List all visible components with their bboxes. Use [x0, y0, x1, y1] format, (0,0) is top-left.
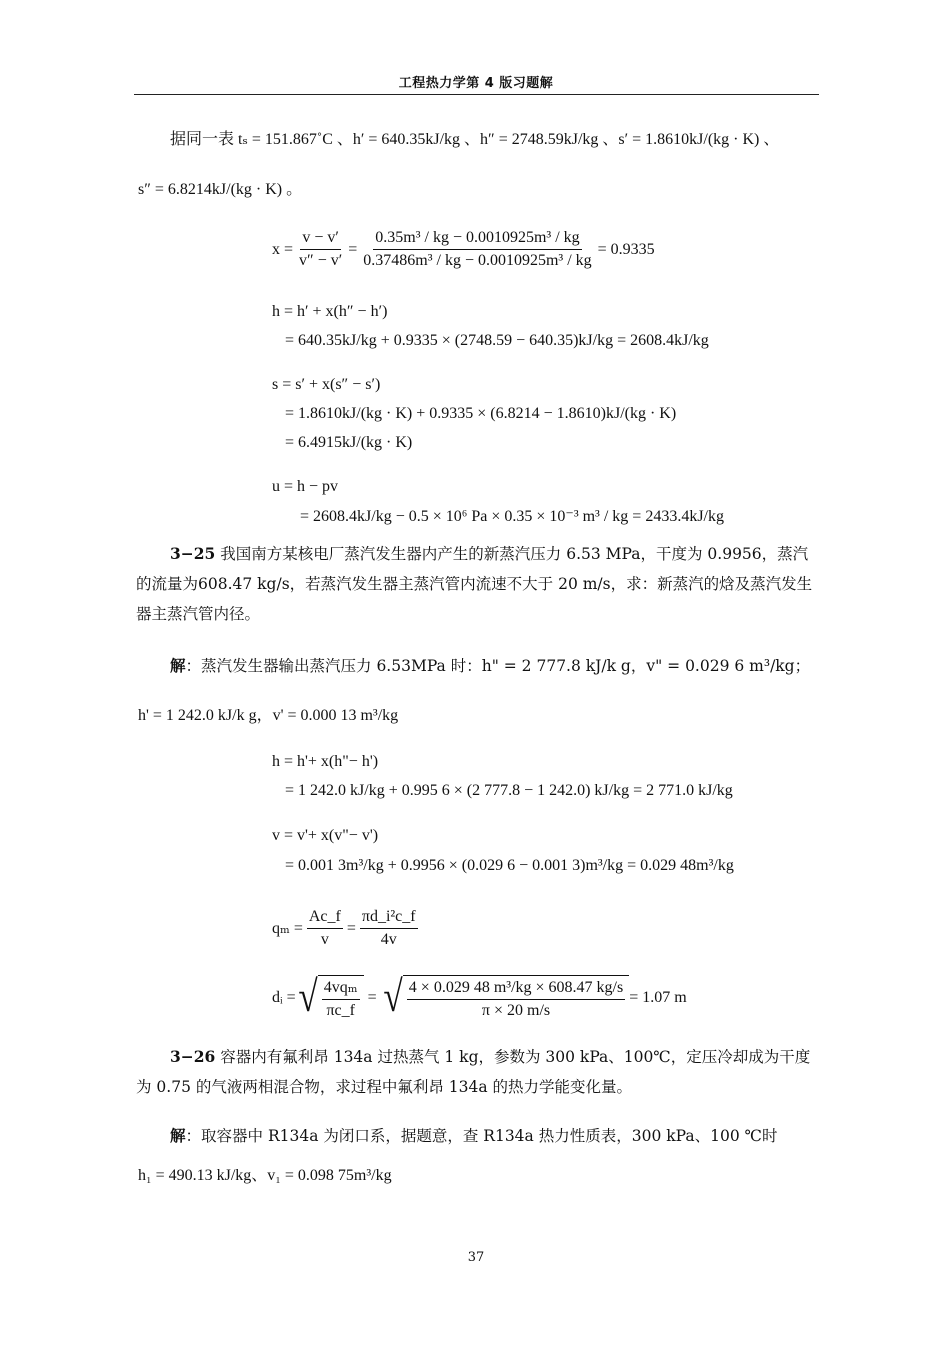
equation-v-1: v = v'+ x(v"− v'): [272, 827, 379, 844]
running-header: 工程热力学第 4 版习题解: [398, 76, 554, 91]
fraction-d-1: [322, 978, 360, 1021]
equation-h-2: = 640.35kJ/kg + 0.9335 × (2748.59 − 640.35)kJ/kg = 2608.4kJ/kg: [285, 332, 709, 349]
fraction-qm-2: [360, 907, 418, 950]
problem-3-25: [136, 539, 818, 629]
fraction-x-symbolic: [297, 228, 344, 271]
problem-3-26: [136, 1042, 818, 1102]
problem-number: 3−25: [170, 544, 216, 563]
equation-u-1: u = h − pv: [272, 478, 339, 495]
fraction-numerator: 0.35m³ / kg − 0.0010925m³ / kg: [373, 228, 581, 250]
equation-h-1: h = h′ + x(h″ − h′): [272, 303, 388, 320]
page-number: 37: [467, 1250, 485, 1265]
fraction-d-2: [407, 978, 625, 1021]
fraction-numerator: 4 × 0.029 48 m³/kg × 608.47 kg/s: [407, 978, 625, 1000]
equation-x-result: = 0.9335: [597, 240, 655, 258]
equation-qm-lhs: qₘ =: [272, 919, 303, 937]
equation-d: dᵢ = √ $\frac{\text{4vqₘ}}{\pi c\_f}$ = √ $\frac{\text{4 × 0.029 48 m³/kg × 608.47 kg/s}}{\pi \times 20 m/s}$ = 1.07 m: [272, 972, 687, 1021]
solution-3-26-line2: h₁ = 490.13 kJ/kg、v₁ = 0.098 75m³/kg: [138, 1167, 392, 1184]
text-line-s2: s″ = 6.8214kJ/(kg · K) 。: [138, 181, 303, 198]
equation-s-3: = 6.4915kJ/(kg · K): [285, 434, 413, 451]
fraction-numerator: 4vqₘ: [322, 978, 360, 1000]
sqrt-1: √ $\frac{\text{4vqₘ}}{\pi c\_f}$: [296, 975, 364, 1021]
text-line-ts: 据同一表 tₛ = 151.867˚C 、h′ = 640.35kJ/kg 、h″ = 2748.59kJ/kg 、s′ = 1.8610kJ/(kg · K) 、: [170, 131, 780, 148]
fraction-denominator: 4v: [380, 931, 397, 948]
solution-text: ：取容器中 R134a 为闭口系，据题意，查 R134a 热力性质表，300 kPa、100 ℃时: [185, 1127, 778, 1145]
equation-d-lhs: dᵢ =: [272, 989, 296, 1006]
equation-x: x = $\frac{v - v'}{v'' - v'}$ = $\frac{\text{0.35m³ / kg − 0.0010925m³ / kg}}{\text{0.37486m³ / kg − 0.0010925m³ / kg}}$ = 0.9335: [272, 229, 655, 269]
equation-u-2: = 2608.4kJ/kg − 0.5 × 10⁶ Pa × 0.35 × 10⁻³ m³ / kg = 2433.4kJ/kg: [300, 508, 724, 525]
equation-s-2: = 1.8610kJ/(kg · K) + 0.9335 × (6.8214 − 1.8610)kJ/(kg · K): [285, 405, 677, 422]
fraction-denominator: v″ − v′: [299, 252, 343, 269]
fraction-numerator: v − v′: [300, 228, 341, 250]
equation-hh-1: h = h'+ x(h"− h'): [272, 753, 379, 770]
fraction-denominator: v: [320, 931, 329, 948]
equation-v-2: = 0.001 3m³/kg + 0.9956 × (0.029 6 − 0.001 3)m³/kg = 0.029 48m³/kg: [285, 857, 734, 874]
fraction-denominator: 0.37486m³ / kg − 0.0010925m³ / kg: [363, 252, 592, 269]
equation-s-1: s = s′ + x(s″ − s′): [272, 376, 381, 393]
equation-d-result: = 1.07 m: [629, 989, 687, 1006]
problem-text: 容器内有氟利昂 134a 过热蒸气 1 kg，参数为 300 kPa、100℃，定压冷却成为干度为 0.75 的气液两相混合物，求过程中氟利昂 134a 的热力学能变化量。: [136, 1048, 811, 1096]
fraction-denominator: πc_f: [326, 1002, 355, 1019]
equation-qm: qₘ = $\frac{Ac\_f}{v}$ = $\frac{\text{πd\_i²c\_f}}{4v}$: [272, 908, 416, 948]
fraction-denominator: π × 20 m/s: [481, 1002, 551, 1019]
header-rule: [134, 94, 819, 95]
solution-3-25-line2: h' = 1 242.0 kJ/k g，v' = 0.000 13 m³/kg: [138, 707, 399, 724]
solution-3-26-intro: [170, 1126, 777, 1146]
solution-3-25-intro: [170, 656, 810, 676]
fraction-x-numeric: [361, 228, 593, 271]
solution-label: 解: [170, 1126, 186, 1145]
solution-text: ：蒸汽发生器输出蒸汽压力 6.53MPa 时：h" = 2 777.8 kJ/k g，v" = 0.029 6 m³/kg；: [185, 657, 811, 675]
solution-label: 解: [170, 656, 186, 675]
equation-hh-2: = 1 242.0 kJ/kg + 0.995 6 × (2 777.8 − 1 242.0) kJ/kg = 2 771.0 kJ/kg: [285, 782, 733, 799]
fraction-numerator: Ac_f: [307, 907, 343, 929]
equation-x-lhs: x =: [272, 240, 294, 258]
sqrt-2: √ $\frac{\text{4 × 0.029 48 m³/kg × 608.47 kg/s}}{\pi \times 20 m/s}$: [381, 975, 630, 1021]
fraction-numerator: πd_i²c_f: [360, 907, 418, 929]
problem-text: 我国南方某核电厂蒸汽发生器内产生的新蒸汽压力 6.53 MPa，干度为 0.9956，蒸汽的流量为608.47 kg/s，若蒸汽发生器主蒸汽管内流速不大于 20 m/s，求：新蒸汽的焓及蒸汽发生器主蒸汽管内径。: [136, 545, 813, 623]
fraction-qm-1: [307, 907, 343, 950]
problem-number: 3−26: [170, 1047, 216, 1066]
